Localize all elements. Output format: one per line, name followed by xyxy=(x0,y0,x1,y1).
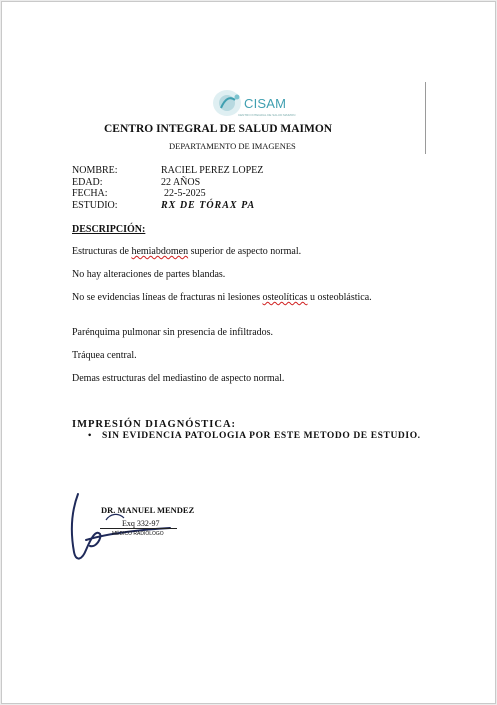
margin-marker xyxy=(425,82,426,154)
description-paragraph xyxy=(72,292,372,305)
signature-line xyxy=(100,528,177,529)
study-label: ESTUDIO: xyxy=(72,200,118,211)
logo-subtext: CENTRO INTEGRAL DE SALUD MAIMON xyxy=(238,113,296,117)
description-paragraph: No hay alteraciones de partes blandas. xyxy=(72,269,226,280)
doctor-registration: Exq 332-97 xyxy=(122,519,160,528)
study-name: RX DE TÓRAX PA xyxy=(161,200,256,211)
patient-age: 22 AÑOS xyxy=(161,177,201,188)
department-name: DEPARTAMENTO DE IMAGENES xyxy=(169,141,296,151)
misspelled-word: hemiabdomen xyxy=(131,246,189,257)
patient-name: RACIEL PEREZ LOPEZ xyxy=(161,165,264,176)
impression-item xyxy=(88,431,421,441)
age-label: EDAD: xyxy=(72,177,103,188)
signature-scribble-icon xyxy=(66,490,206,570)
impression-text: SIN EVIDENCIA PATOLOGIA POR ESTE METODO DE ESTUDIO. xyxy=(102,431,421,441)
date-label: FECHA: xyxy=(72,188,108,199)
description-paragraph: Tráquea central. xyxy=(72,350,137,361)
name-label: NOMBRE: xyxy=(72,165,118,176)
doctor-name: DR. MANUEL MENDEZ xyxy=(101,505,195,515)
bullet-icon: • xyxy=(88,431,92,441)
impression-heading: IMPRESIÓN DIAGNÓSTICA: xyxy=(72,419,237,430)
description-heading: DESCRIPCIÓN: xyxy=(72,224,146,235)
description-paragraph: Demas estructuras del mediastino de aspecto normal. xyxy=(72,373,285,384)
document-page xyxy=(1,1,496,704)
misspelled-word: osteolíticas xyxy=(262,292,308,303)
description-paragraph xyxy=(72,246,402,259)
text-run: u osteoblástica. xyxy=(307,292,372,303)
doctor-title: MÉDICO RADIÓLOGO xyxy=(112,531,164,537)
text-run: Estructuras de xyxy=(72,246,132,257)
text-run: No se evidencias líneas de fracturas ni lesiones xyxy=(72,292,263,303)
description-paragraph: Parénquima pulmonar sin presencia de infiltrados. xyxy=(72,327,274,338)
text-run: superior de aspecto normal. xyxy=(188,246,302,257)
study-date: 22-5-2025 xyxy=(164,188,206,199)
logo-wordmark: CISAM xyxy=(244,96,287,111)
clinic-name: CENTRO INTEGRAL DE SALUD MAIMON xyxy=(104,123,333,135)
